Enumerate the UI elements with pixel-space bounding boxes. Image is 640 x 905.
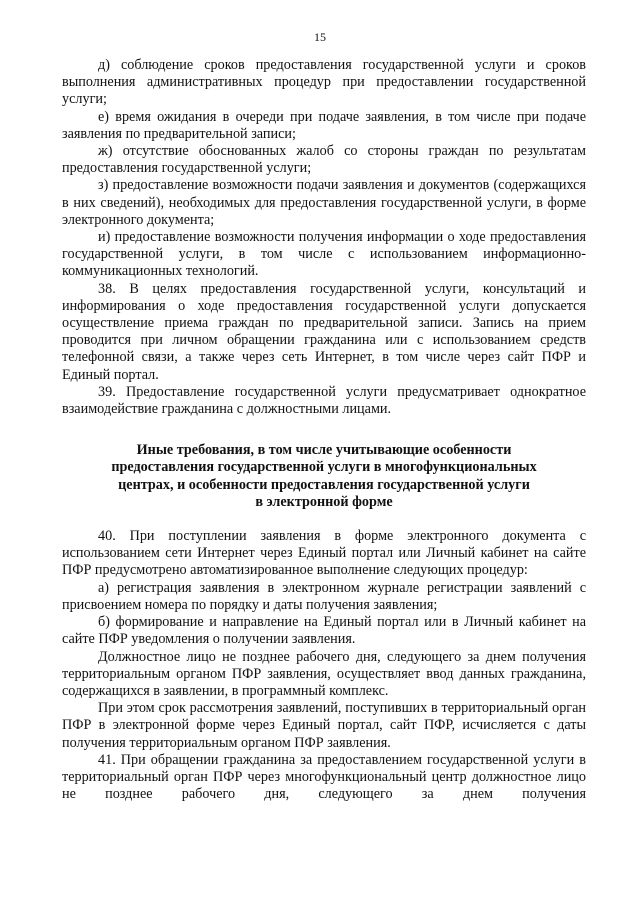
paragraph-40: 40. При поступлении заявления в форме электронного документа с использованием сети Интернет через Единый портал или Личный кабинет на сайте ПФР предусмотрено автоматизированное выполнение следующих процедур: <box>62 528 586 579</box>
page-number: 15 <box>314 30 326 44</box>
paragraph-review-term: При этом срок рассмотрения заявлений, поступивших в территориальный орган ПФР в электронной форме через Единый портал, сайт ПФР, исчисляется с даты получения территориальным органом ПФР заявления. <box>62 700 586 751</box>
paragraph-zh: ж) отсутствие обоснованных жалоб со стороны граждан по результатам предоставления государственной услуги; <box>62 143 586 177</box>
paragraph-official-input: Должностное лицо не позднее рабочего дня, следующего за днем получения территориальным органом ПФР заявления, осуществляет ввод данных гражданина, содержащихся в заявлении, в программный комплекс. <box>62 648 586 699</box>
paragraph-z: з) предоставление возможности подачи заявления и документов (содержащихся в них сведений), необходимых для предоставления государственной услуги, в форме электронного документа; <box>62 177 586 228</box>
heading-line: предоставления государственной услуги в многофункциональных <box>111 459 537 476</box>
paragraph-38: 38. В целях предоставления государственной услуги, консультаций и информирования о ходе предоставления государственной услуги допускается осуществление приема граждан по предварительной записи. Запись на прием проводится при личном обращении гражданина или с использованием средств телефонной связи, а также через сеть Интернет, в том числе через сайт ПФР и Единый портал. <box>62 280 586 383</box>
heading-line: центрах, и особенности предоставления государственной услуги <box>118 476 530 493</box>
paragraph-i: и) предоставление возможности получения информации о ходе предоставления государственной услуги, в том числе с использованием информационно-коммуникационных технологий. <box>62 229 586 280</box>
section-heading <box>62 442 586 511</box>
document-body <box>62 57 586 803</box>
heading-line: Иные требования, в том числе учитывающие особенности <box>136 442 512 459</box>
paragraph-41: 41. При обращении гражданина за предоставлением государственной услуги в территориальный орган ПФР через многофункциональный центр должностное лицо не позднее рабочего дня, следующего за днем получения <box>62 751 586 803</box>
paragraph-d: д) соблюдение сроков предоставления государственной услуги и сроков выполнения административных процедур при предоставлении государственной услуги; <box>62 57 586 108</box>
heading-line: в электронной форме <box>255 493 393 510</box>
paragraph-40-b: б) формирование и направление на Единый портал или в Личный кабинет на сайте ПФР уведомления о получении заявления. <box>62 614 586 648</box>
paragraph-39: 39. Предоставление государственной услуги предусматривает однократное взаимодействие гражданина с должностными лицами. <box>62 383 586 418</box>
paragraph-40-a: а) регистрация заявления в электронном журнале регистрации заявлений с присвоением номера по порядку и даты получения заявления; <box>62 579 586 613</box>
paragraph-e: е) время ожидания в очереди при подаче заявления, в том числе при подаче заявления по предварительной записи; <box>62 108 586 142</box>
